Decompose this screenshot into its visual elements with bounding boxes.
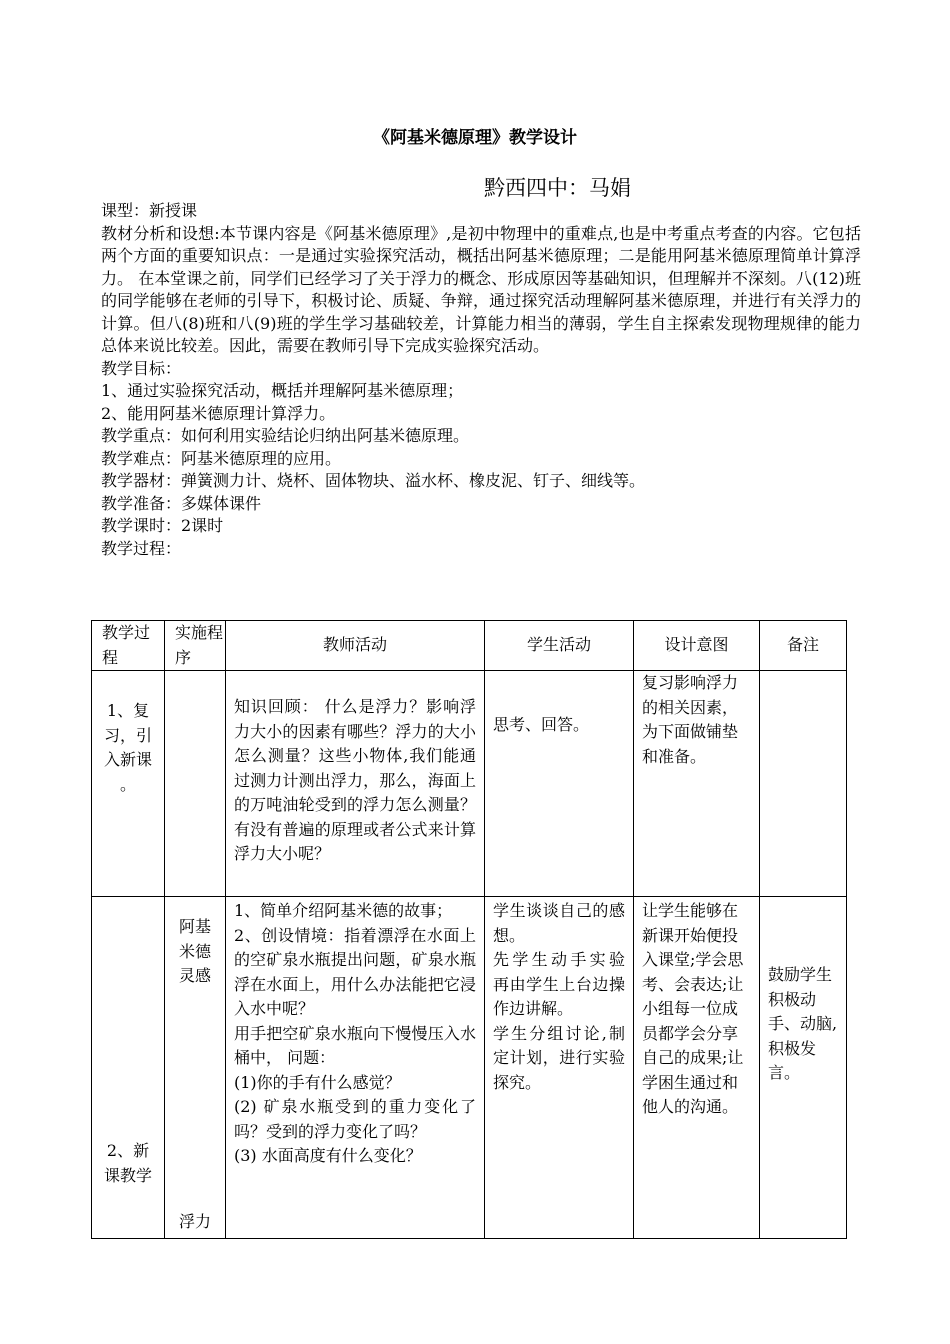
lesson-type: 课型：新授课 bbox=[101, 201, 198, 220]
procedure-label: 浮力 bbox=[178, 1211, 211, 1231]
cell-notes bbox=[760, 671, 847, 897]
cell-student bbox=[485, 897, 634, 1239]
cell-procedure bbox=[165, 897, 226, 1239]
goal-item: 1、通过实验探究活动，概括并理解阿基米德原理； bbox=[101, 381, 464, 400]
procedure-label: 阿基米德灵感 bbox=[178, 917, 211, 985]
equipment: 教学器材：弹簧测力计、烧杯、固体物块、溢水杯、橡皮泥、钉子、细线等。 bbox=[101, 471, 646, 490]
header-notes: 备注 bbox=[760, 621, 847, 671]
goals-heading: 教学目标： bbox=[101, 358, 182, 378]
teacher-question: (1)你的手有什么感觉？ bbox=[234, 1072, 401, 1092]
cell-intent: 复习影响浮力的相关因素，为下面做铺垫和准备。 bbox=[634, 671, 760, 897]
material-analysis: 教材分析和设想:本节课内容是《阿基米德原理》,是初中物理中的重难点,也是中考重点考查的内容。它包括两个方面的重要知识点：一是通过实验探究活动，概括出阿基米德原理；二是能用阿基米德原理简单计算浮力。 在本堂课之前，同学们已经学习了关于浮力的概念、形成原因等基础知识，但理解并不深刻。八(12)班的同学能够在老师的引导下，积极讨论、质疑、争辩，通过探究活动理解阿基米德原理，并进行有关浮力的计算。但八(8)班和八(9)班的学生学习基础较差，计算能力相当的薄弱，学生自主探索发现物理规律的能力总体来说比较差。因此，需要在教师引导下完成实验探究活动。 bbox=[101, 223, 861, 355]
header-teacher: 教师活动 bbox=[226, 621, 485, 671]
cell-student: 思考、回答。 bbox=[485, 671, 634, 897]
document-body bbox=[101, 200, 861, 560]
goal-item: 2、能用阿基米德原理计算浮力。 bbox=[101, 403, 336, 423]
student-activity: 学生分组讨论,制定计划，进行实验探究。 bbox=[493, 1023, 625, 1092]
cell-teacher: 知识回顾： 什么是浮力？影响浮力大小的因素有哪些？浮力的大小怎么测量？这些小物体,我们能通过测力计测出浮力，那么，海面上的万吨油轮受到的浮力怎么测量？有没有普遍的原理或者公式来计算浮力大小呢？ bbox=[226, 671, 485, 897]
teacher-step: 用手把空矿泉水瓶向下慢慢压入水桶中， 问题： bbox=[234, 1023, 476, 1067]
cell-intent: 让学生能够在新课开始便投入课堂;学会思考、会表达;让小组每一位成员都学会分享自己的成果;让学困生通过和他人的沟通。 bbox=[634, 897, 760, 1239]
teacher-step: 2、创设情境：指着漂浮在水面上的空矿泉水瓶提出问题，矿泉水瓶浮在水面上，用什么办法能把它浸入水中呢？ bbox=[234, 925, 476, 1018]
teaching-process-table bbox=[91, 620, 847, 1239]
cell-stage: 1、复习，引入新课 。 bbox=[92, 671, 165, 897]
cell-stage: 2、新课教学 bbox=[92, 897, 165, 1239]
student-activity: 学生谈谈自己的感想。 bbox=[493, 901, 625, 945]
header-procedure: 实施程序 bbox=[165, 621, 226, 671]
teacher-step: 1、简单介绍阿基米德的故事； bbox=[234, 901, 453, 920]
cell-notes: 鼓励学生积极动手、动脑,积极发言。 bbox=[760, 897, 847, 1239]
table-row bbox=[92, 671, 847, 897]
header-student: 学生活动 bbox=[485, 621, 634, 671]
author-line: 黔西四中：马娟 bbox=[484, 176, 631, 200]
teacher-question: (3) 水面高度有什么变化？ bbox=[234, 1146, 422, 1165]
class-hours: 教学课时：2课时 bbox=[101, 516, 224, 535]
document-title: 《阿基米德原理》教学设计 bbox=[373, 128, 577, 148]
difficulty: 教学难点：阿基米德原理的应用。 bbox=[101, 448, 342, 468]
header-intent: 设计意图 bbox=[634, 621, 760, 671]
process-heading: 教学过程： bbox=[101, 538, 182, 558]
preparation: 教学准备：多媒体课件 bbox=[101, 493, 262, 513]
key-point: 教学重点：如何利用实验结论归纳出阿基米德原理。 bbox=[101, 426, 470, 445]
header-stage: 教学过程 bbox=[92, 621, 165, 671]
student-activity: 先学生动手实验 再由学生上台边操作边讲解。 bbox=[493, 950, 625, 1018]
table-header-row bbox=[92, 621, 847, 671]
cell-procedure bbox=[165, 671, 226, 897]
table-row bbox=[92, 897, 847, 1239]
cell-teacher bbox=[226, 897, 485, 1239]
teacher-question: (2) 矿泉水瓶受到的重力变化了吗？受到的浮力变化了吗？ bbox=[234, 1097, 476, 1141]
